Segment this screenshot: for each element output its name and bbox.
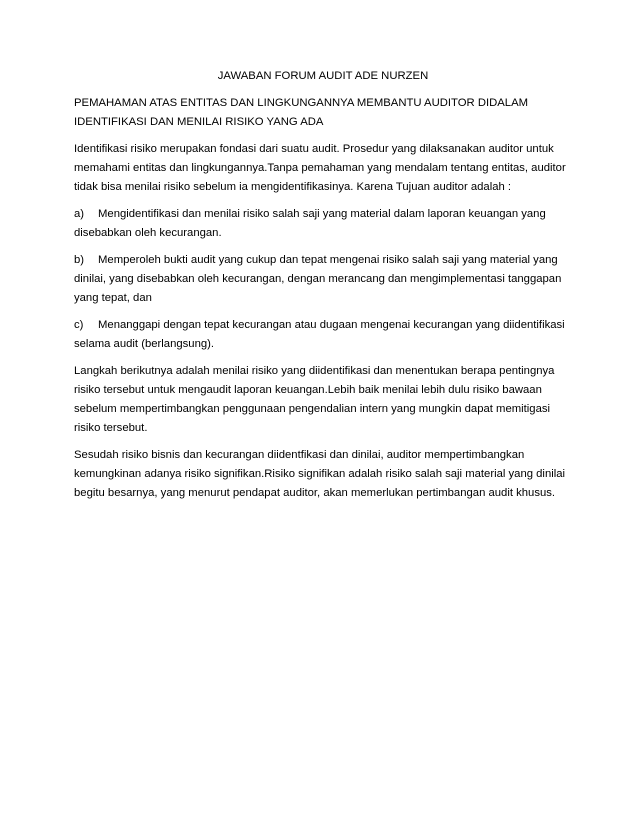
section-heading: PEMAHAMAN ATAS ENTITAS DAN LINGKUNGANNYA MEMBANTU AUDITOR DIDALAM IDENTIFIKASI DAN MENILAI RISIKO YANG ADA	[74, 97, 529, 128]
list-item-a	[74, 205, 572, 243]
list-marker-b: b)	[74, 254, 85, 266]
list-item-c	[74, 316, 572, 354]
intro-paragraph: Identifikasi risiko merupakan fondasi dari suatu audit. Prosedur yang dilaksanakan auditor untuk memahami entitas dan lingkungannya.Tanpa pemahaman yang mendalam tentang entitas, auditor tidak bisa menilai risiko sebelum ia mengidentifikasinya. Karena Tujuan auditor adalah :	[74, 143, 566, 193]
final-paragraph: Sesudah risiko bisnis dan kecurangan diidentfikasi dan dinilai, auditor mempertimbangkan kemungkinan adanya risiko signifikan.Risiko signifikan adalah risiko salah saji material yang dinilai begitu besarnya, yang menurut pendapat auditor, akan memerlukan pertimbangan audit khusus.	[74, 449, 566, 499]
list-marker-a: a)	[74, 208, 85, 220]
next-step-paragraph: Langkah berikutnya adalah menilai risiko yang diidentifikasi dan menentukan berapa pentingnya risiko tersebut untuk mengaudit laporan keuangan.Lebih baik menilai lebih dulu risiko bawaan sebelum mempertimbangkan penggunaan pengendalian intern yang mungkin dapat memitigasi risiko tersebut.	[74, 365, 555, 434]
list-text-b: Memperoleh bukti audit yang cukup dan tepat mengenai risiko salah saji yang material yang dinilai, yang disebabkan oleh kecurangan, dengan merancang dan mengimplementasi tanggapan yang tepat, dan	[74, 254, 562, 304]
list-item-b	[74, 251, 572, 308]
list-text-c: Menanggapi dengan tepat kecurangan atau dugaan mengenai kecurangan yang diidentifikasi selama audit (berlangsung).	[74, 319, 565, 350]
list-marker-c: c)	[74, 319, 84, 331]
list-text-a: Mengidentifikasi dan menilai risiko salah saji yang material dalam laporan keuangan yang disebabkan oleh kecurangan.	[74, 208, 546, 239]
document-title: JAWABAN FORUM AUDIT ADE NURZEN	[217, 70, 429, 82]
document-body	[74, 67, 572, 511]
